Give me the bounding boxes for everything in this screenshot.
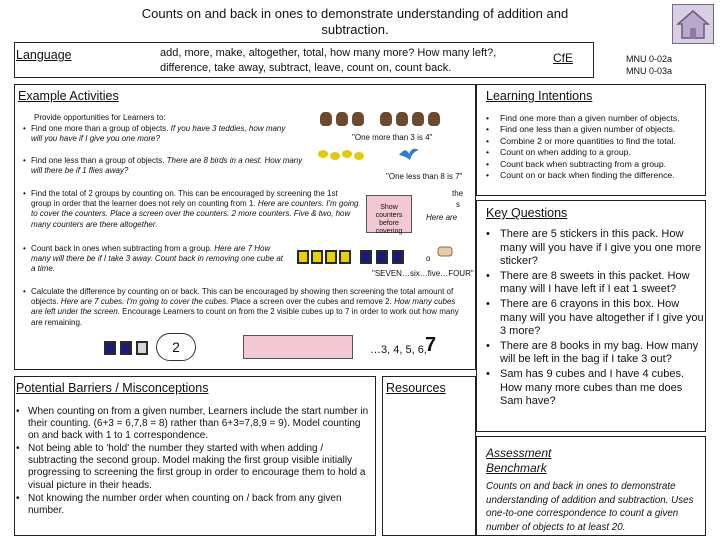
key-questions-list [484, 228, 706, 410]
resources-panel [382, 376, 476, 536]
fragment-s: s [456, 200, 460, 209]
assessment-heading-line-1: Assessment [486, 446, 552, 460]
key-questions-heading: Key Questions [486, 206, 568, 220]
resources-heading: Resources [386, 381, 446, 395]
list-item: • There are 6 crayons in this box. How many will you have altogether if I give you 3 more? [484, 298, 706, 339]
list-item: • Find one less than a given number of objects. [484, 124, 706, 135]
home-icon[interactable] [672, 4, 714, 44]
list-item: • Count on when adding to a group. [484, 147, 706, 158]
teddy-icon [396, 112, 408, 126]
flying-bird-icon [398, 146, 420, 162]
cube-icon [339, 250, 351, 264]
barriers-heading: Potential Barriers / Misconceptions [16, 381, 209, 395]
one-more-quote: "One more than 3 is 4" [352, 133, 433, 142]
cube-icon [297, 250, 309, 264]
list-item: • Find one more than a given number of objects. [484, 113, 706, 124]
activity-difference-encourage: Encourage Learners to count on from the 2 visible cubes up to 7 in order to work out how many are remaining. [31, 307, 459, 327]
cube-icon [311, 250, 323, 264]
activity-one-less: • Find one less than a group of objects. There are 8 birds in a nest. How many will there be if 1 flies away? [23, 156, 303, 176]
cfe-codes [626, 53, 672, 77]
teddy-icon [336, 112, 348, 126]
teddy-icon [412, 112, 424, 126]
list-item: • When counting on from a given number, Learners include the start number in their counting. (6+3 = 6,7,8 = 8) rather than 6+3=7,8,9 = 9). Model counting on and back with 1 to 1 correspondence. [16, 406, 372, 442]
cover-screen: Show counters before covering [366, 195, 412, 233]
house-icon [673, 5, 713, 43]
barriers-list [16, 406, 372, 518]
screen-count-bubble: 2 [156, 333, 196, 361]
count-end: 7 [425, 334, 437, 356]
learning-intentions-heading: Learning Intentions [486, 89, 593, 103]
activity-count-back-example: Here are 7 How many will there be if I take 3 away. Count back in removing one cube at a time. [31, 244, 283, 274]
activity-one-more-example: If you have 3 teddies, how many will you have if I give you one more? [31, 124, 286, 144]
teddy-icon [428, 112, 440, 126]
assessment-text: Counts on and back in ones to demonstrate understanding of addition and subtraction. Uses one-to-one correspondence to count a given number of objects to at least 20. [486, 481, 694, 533]
bird-icon [330, 152, 340, 160]
cube-icon [360, 250, 372, 264]
fragment-here-are: Here are [426, 213, 458, 222]
language-text: add, more, make, altogether, total, how many more? How many left?, difference, take away, subtract, leave, count on, count back. [160, 47, 497, 74]
cube-icon [104, 341, 116, 355]
list-item: • Sam has 9 cubes and I have 4 cubes. How many more cubes than me does Sam have? [484, 368, 706, 409]
activity-difference-example: Here are 7 cubes. I'm going to cover the cubes. [60, 297, 231, 307]
list-item: • Count back when subtracting from a group. [484, 159, 706, 170]
activity-count-back-main: Count back in ones when subtracting from a group. [31, 244, 215, 253]
list-item: • There are 5 stickers in this pack. How many will you have if I give you one more sticker? [484, 228, 706, 269]
cfe-code-1: MNU 0-02a [626, 54, 673, 64]
count-sequence: …3, 4, 5, 6, [370, 344, 427, 356]
cube-icon [392, 250, 404, 264]
teddy-icon [380, 112, 392, 126]
activity-total: • Find the total of 2 groups by counting on. This can be encouraged by screening the 1st group in order that the learner does not rely on counting from 1. Here are counters. I'm going to cover the counters. Place a screen over the counters. 2 more counters. Five & two, how many counters are there altogether. [23, 189, 359, 229]
fragment-o: o [426, 254, 431, 263]
bird-icon [318, 150, 328, 158]
activity-difference-screen: Place a screen over the cubes and remove 2. [230, 297, 395, 307]
activity-count-back: • Count back in ones when subtracting from a group. Here are 7 How many will there be if I take 3 away. Count back in removing one cube at a time. [23, 244, 283, 274]
list-item: • Count on or back when finding the difference. [484, 170, 706, 181]
activity-difference-question: How many cubes are left under the screen. [31, 297, 456, 317]
cube-icon [136, 341, 148, 355]
page-title: Counts on and back in ones to demonstrate understanding of addition and subtraction. [141, 6, 569, 37]
activity-one-more-main: Find one more than a group of objects. [31, 124, 171, 133]
count-back-quote: "SEVEN…six…five…FOUR" [372, 269, 474, 278]
activities-intro: Provide opportunities for Learners to: [34, 113, 166, 122]
hand-icon [436, 244, 458, 258]
activity-total-example: Here are counters. I'm going to cover the counters. Place a screen over the counters. 2 more counters. Five & two, how many counters are there altogether. [31, 199, 359, 229]
activity-difference-main: Calculate the difference by counting on or back. This can be encouraged by showing then screening the total amount of objects. [31, 287, 454, 307]
list-item: • There are 8 books in my bag. How many will be left in the bag if I take 3 out? [484, 340, 706, 367]
difference-screen [243, 335, 353, 359]
activity-one-more: • Find one more than a group of objects. If you have 3 teddies, how many will you have if I give you one more? [23, 124, 286, 144]
list-item: • There are 8 sweets in this packet. How many will I have left if I eat 1 sweet? [484, 270, 706, 297]
cube-icon [325, 250, 337, 264]
cfe-code-2: MNU 0-03a [626, 66, 673, 76]
one-less-quote: "One less than 8 is 7" [386, 172, 463, 181]
language-label: Language [16, 48, 72, 62]
assessment-heading-line-2: Benchmark [486, 461, 547, 475]
activity-total-main: Find the total of 2 groups by counting on. This can be encouraged by screening the 1st group in order that the learner does not rely on counting from 1. [31, 189, 338, 209]
example-activities-heading: Example Activities [18, 89, 119, 103]
list-item: • Not knowing the number order when counting on / back from any given number. [16, 493, 372, 517]
learning-intentions-list [484, 113, 706, 181]
list-item: • Not being able to 'hold' the number they started with when adding / subtracting the second group. Model making the first group visible initially progressing to screening the first group in order to encourage them to hold a visual picture in their heads. [16, 443, 372, 491]
activity-one-less-example: There are 8 birds in a nest. How many will there be if 1 flies away? [31, 156, 303, 176]
cfe-label: CfE [553, 51, 574, 65]
activity-difference: • Calculate the difference by counting on or back. This can be encouraged by showing then screening the total amount of objects. Here are 7 cubes. I'm going to cover the cubes. Place a screen over the cubes and remove 2. How many cubes are left under the screen. Encourage Learners to count on from the 2 visible cubes up to 7 in order to work out how many are remaining. [23, 287, 459, 327]
teddy-icon [320, 112, 332, 126]
bird-icon [354, 152, 364, 160]
cube-icon [120, 341, 132, 355]
list-item: • Combine 2 or more quantities to find the total. [484, 136, 706, 147]
activity-one-less-main: Find one less than a group of objects. [31, 156, 167, 165]
cube-icon [376, 250, 388, 264]
assessment-heading [486, 446, 551, 476]
bird-icon [342, 150, 352, 158]
fragment-the: the [452, 189, 464, 198]
teddy-icon [352, 112, 364, 126]
